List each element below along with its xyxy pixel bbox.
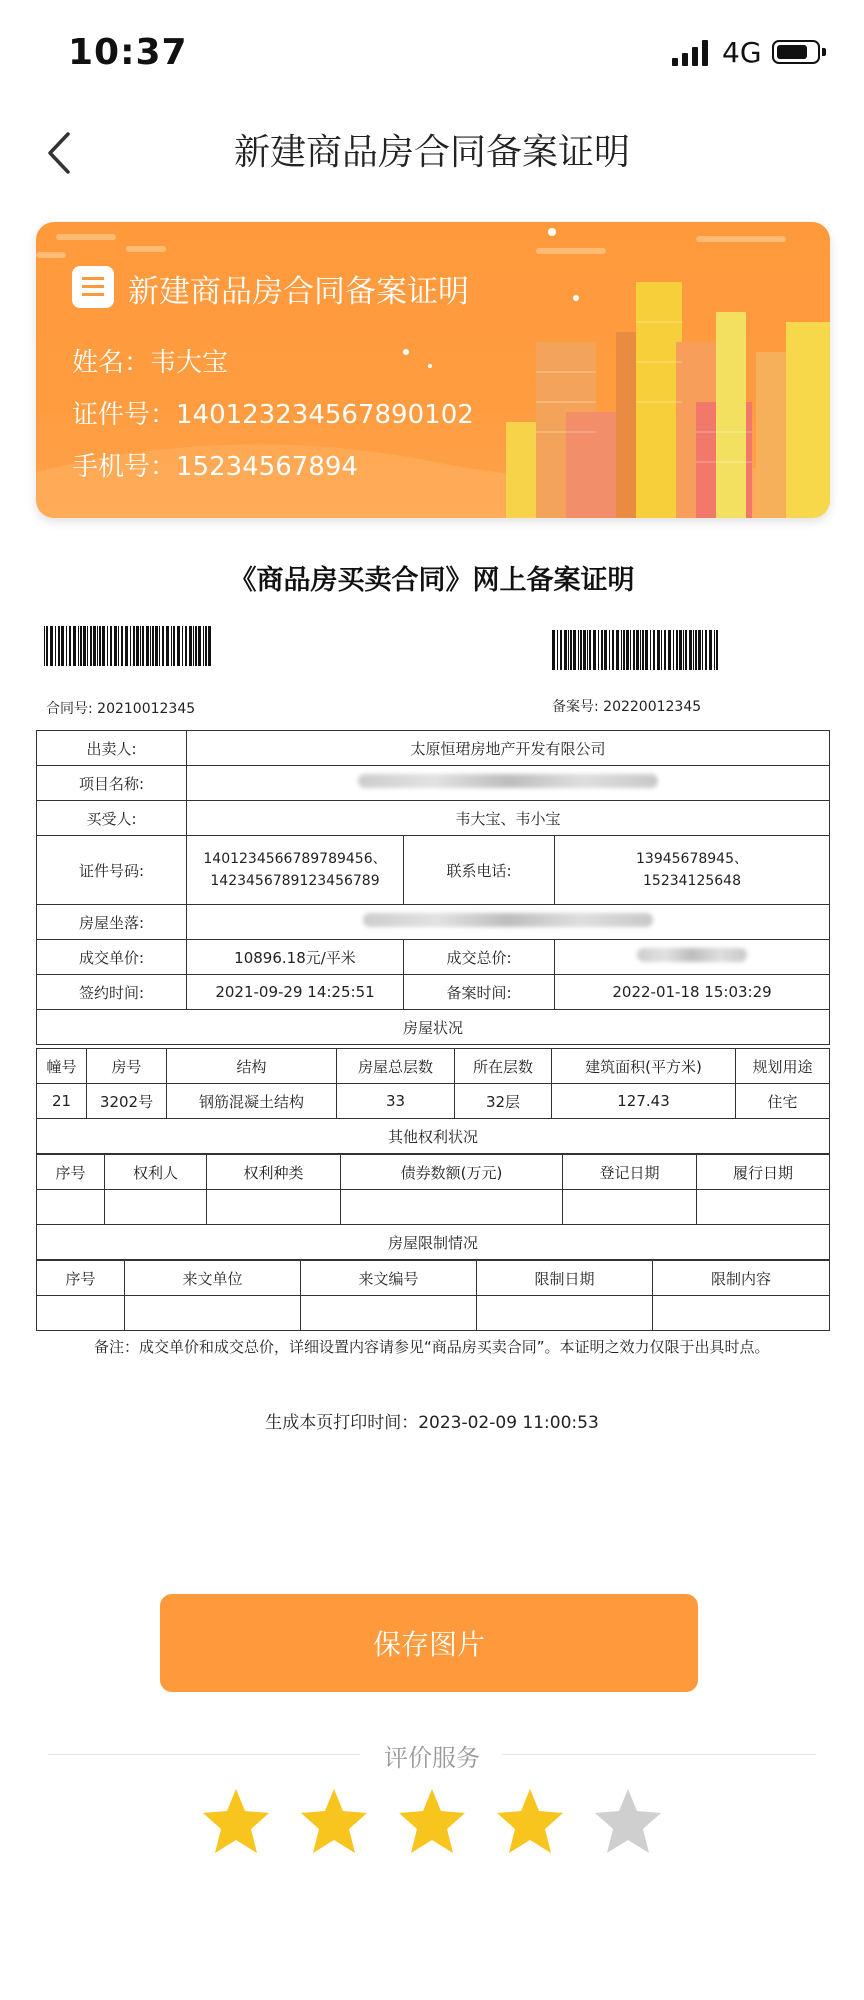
table-row [37,1084,830,1119]
table-row [37,731,830,766]
table-row [37,1225,830,1260]
total-price-value-redacted [555,940,830,975]
table-row [37,905,830,940]
location-value-redacted [187,905,830,940]
star-icon[interactable] [396,1786,468,1858]
star-icon[interactable] [494,1786,566,1858]
unit-price-label: 成交单价: [37,940,187,975]
buyer-label: 买受人: [37,801,187,836]
contract-number: 合同号: 20210012345 [46,701,196,717]
contract-barcode [44,626,212,666]
table-row [37,766,830,801]
table-row [37,1190,830,1225]
house-header: 房号 [87,1049,167,1084]
star-icon[interactable] [298,1786,370,1858]
restrictions-table [36,1260,830,1331]
phone-value [555,836,830,905]
table-row [37,1049,830,1084]
id-number-1: 1401234566789789456、 [203,851,387,867]
star-icon[interactable] [592,1786,664,1858]
empty-cell [341,1190,563,1225]
limits-header: 来文单位 [125,1261,301,1296]
banner-id-row [72,394,474,431]
id-number-2: 1423456789123456789 [210,873,380,889]
table-row [37,975,830,1010]
id-number-label: 证件号码: [37,836,187,905]
table-row [37,1010,830,1045]
name-value: 韦大宝 [150,348,229,378]
rights-header: 序号 [37,1155,105,1190]
save-image-button[interactable]: 保存图片 [160,1594,698,1692]
phone-label: 手机号： [72,452,177,482]
house-cell: 32层 [455,1084,552,1119]
empty-cell [653,1296,830,1331]
total-price-label: 成交总价: [404,940,555,975]
house-cell: 33 [337,1084,455,1119]
rights-title: 其他权利状况 [37,1119,830,1154]
empty-cell [37,1190,105,1225]
house-status-table [36,1048,830,1154]
banner-phone-row [72,446,358,483]
table-row [37,836,830,905]
house-header: 幢号 [37,1049,87,1084]
empty-cell [37,1296,125,1331]
house-header: 房屋总层数 [337,1049,455,1084]
limits-header: 序号 [37,1261,125,1296]
house-status-title: 房屋状况 [37,1010,830,1045]
empty-cell [105,1190,207,1225]
house-cell: 住宅 [736,1084,830,1119]
table-row [37,1119,830,1154]
phone-1: 13945678945、 [636,851,748,867]
record-number: 备案号: 20220012345 [552,699,702,715]
limits-header: 限制内容 [653,1261,830,1296]
record-time-value: 2022-01-18 15:03:29 [555,975,830,1010]
sign-time-label: 签约时间: [37,975,187,1010]
print-timestamp: 生成本页打印时间：2023-02-09 11:00:53 [265,1413,599,1433]
banner-title: 新建商品房合同备案证明 [128,274,469,310]
seller-value: 太原恒珺房地产开发有限公司 [187,731,830,766]
table-row [37,940,830,975]
house-cell: 3202号 [87,1084,167,1119]
table-row [37,1155,830,1190]
rights-header: 权利种类 [207,1155,341,1190]
house-header: 规划用途 [736,1049,830,1084]
empty-cell [207,1190,341,1225]
limits-header: 来文编号 [301,1261,477,1296]
id-label: 证件号： [72,400,177,430]
seller-label: 出卖人: [37,731,187,766]
location-label: 房屋坐落: [37,905,187,940]
status-time: 10:37 [68,32,188,73]
name-label: 姓名： [72,348,151,378]
buyer-value: 韦大宝、韦小宝 [187,801,830,836]
table-row [37,801,830,836]
rights-header: 权利人 [105,1155,207,1190]
house-cell: 127.43 [552,1084,736,1119]
signal-icon [672,40,712,66]
contract-info-table [36,730,830,1045]
remark-note: 备注：成交单价和成交总价，详细设置内容请参见“商品房买卖合同”。本证明之效力仅限于出具时点。 [94,1338,770,1356]
house-header: 建筑面积(平方米) [552,1049,736,1084]
limits-title: 房屋限制情况 [37,1225,830,1260]
page-title: 新建商品房合同备案证明 [233,132,630,173]
house-header: 结构 [167,1049,337,1084]
certificate-title: 《商品房买卖合同》网上备案证明 [229,565,635,596]
limits-header: 限制日期 [477,1261,653,1296]
rights-header: 履行日期 [697,1155,830,1190]
phone-label: 联系电话: [404,836,555,905]
rights-header: 债券数额(万元) [341,1155,563,1190]
empty-cell [697,1190,830,1225]
unit-price-value: 10896.18元/平米 [187,940,404,975]
table-row [37,1261,830,1296]
empty-cell [477,1296,653,1331]
project-label: 项目名称: [37,766,187,801]
house-cell: 钢筋混凝土结构 [167,1084,337,1119]
id-number-value [187,836,404,905]
empty-cell [301,1296,477,1331]
empty-cell [563,1190,697,1225]
other-rights-table [36,1154,830,1260]
rating-label: 评价服务 [384,1744,480,1772]
phone-value: 15234567894 [176,452,358,482]
id-value: 140123234567890102 [176,400,474,430]
house-cell: 21 [37,1084,87,1119]
info-banner [36,222,830,518]
record-barcode [552,630,720,670]
banner-name-row [72,342,228,379]
battery-icon [772,40,820,64]
network-type: 4G [722,36,762,69]
house-header: 所在层数 [455,1049,552,1084]
star-icon[interactable] [200,1786,272,1858]
phone-2: 15234125648 [643,873,741,889]
record-time-label: 备案时间: [404,975,555,1010]
document-icon [72,266,114,308]
table-row [37,1296,830,1331]
sign-time-value: 2021-09-29 14:25:51 [187,975,404,1010]
empty-cell [125,1296,301,1331]
project-value-redacted [187,766,830,801]
rights-header: 登记日期 [563,1155,697,1190]
